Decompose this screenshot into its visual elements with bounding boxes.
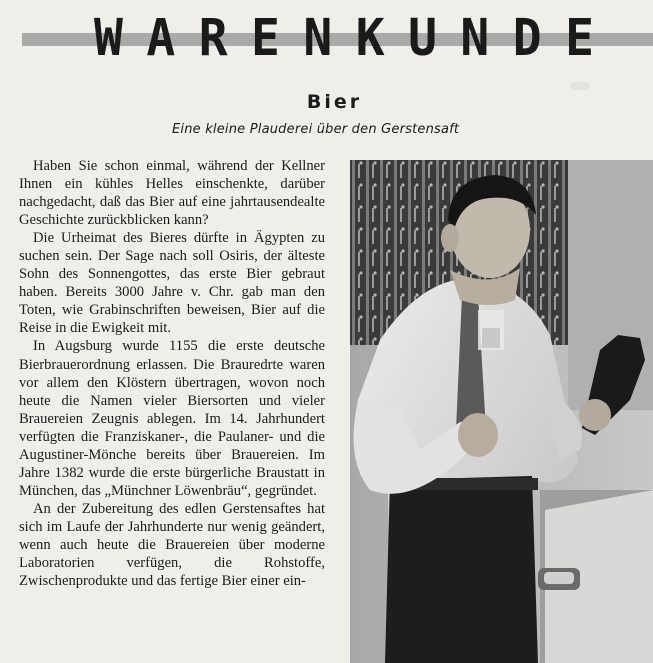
heading-letter: W xyxy=(94,8,123,68)
heading-letter: U xyxy=(408,8,437,68)
section-heading xyxy=(94,8,594,68)
paragraph: In Augsburg wurde 1155 die erste deutsche Bierbrauerordnung erlassen. Die Brauredrte waren vor allem den Klöstern übertragen, wovon noch heute die Namen vieler Biersorten und vieler Brauereien Zeugnis ablegen. Im 14. Jahrhundert verfügten die Franziskaner-, die Paulaner- und die Augustiner-Mönche bereits über Brauereien. Im Jahre 1382 wurde die erste bürgerliche Braustatt in München, das „Münchner Löwenbräu“, gegründet. xyxy=(19,338,325,499)
paper-smudge xyxy=(570,82,590,90)
heading-letter: E xyxy=(565,8,594,68)
heading-letter: A xyxy=(146,8,176,68)
article-title: Bier xyxy=(306,91,363,113)
heading-letter: N xyxy=(460,8,490,68)
heading-letter: N xyxy=(303,8,333,68)
heading-letter: K xyxy=(355,8,385,68)
article-photo xyxy=(350,160,653,663)
photo-man-with-beer xyxy=(350,160,653,663)
paragraph: An der Zubereitung des edlen Gerstensaftes hat sich im Laufe der Jahrhunderte nur wenig geändert, wenn auch heute die Brauereien über moderne Laboratorien verfügen, die Rohstoffe, Zwischenprodukte und das fertige Bier einer ein- xyxy=(19,500,325,590)
heading-letter: D xyxy=(512,8,542,68)
article-subtitle: Eine kleine Plauderei über den Gerstensaft xyxy=(172,122,460,137)
paragraph: Haben Sie schon einmal, während der Kellner Ihnen ein kühles Helles einschenkte, darüber nachgedacht, daß das Bier auf eine jahrtausendealte Geschichte zurückblicken kann? xyxy=(19,158,325,229)
heading-letter: E xyxy=(251,8,280,68)
paragraph: Die Urheimat des Bieres dürfte in Ägypten zu suchen sein. Der Sage nach soll Osiris, der älteste Sohn des Sonnengottes, das erste Bier gebraut haben. Bereits 3000 Jahre v. Chr. gab man den Toten, wie Grabinschriften beweisen, Bier auf die Reise in die Ewigkeit mit. xyxy=(19,230,325,337)
heading-letter: R xyxy=(198,8,228,68)
article-body xyxy=(19,157,325,590)
